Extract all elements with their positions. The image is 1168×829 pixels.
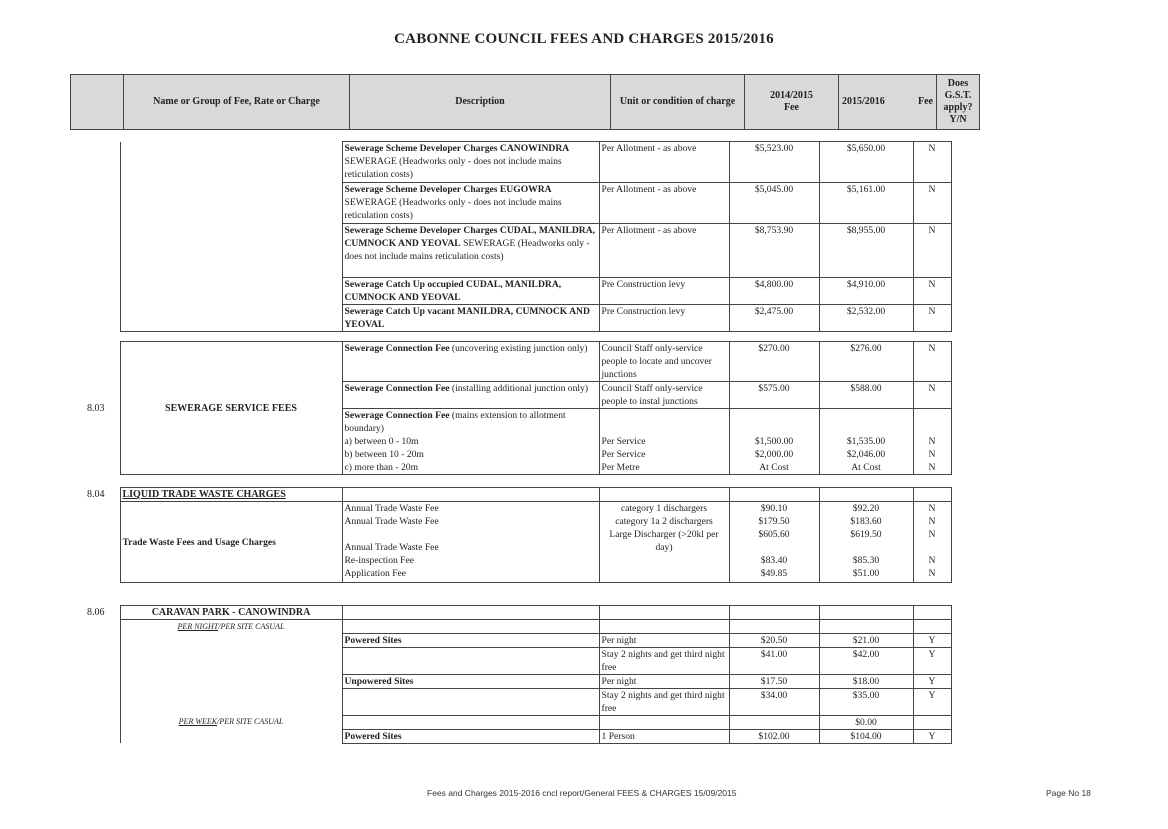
developer-charges-table xyxy=(71,141,952,332)
header-description: Description xyxy=(350,75,611,129)
header-fee-2014: 2014/2015 Fee xyxy=(745,75,839,129)
trade-waste-name: Trade Waste Fees and Usage Charges xyxy=(120,502,342,583)
table-row: Sewerage Catch Up occupied CUDAL, MANILDRA, CUMNOCK AND YEOVAL Pre Construction levy $4,800.00 $4,910.00 N xyxy=(71,278,951,305)
table-row: Sewerage Catch Up vacant MANILDRA, CUMNOCK AND YEOVAL Pre Construction levy $2,475.00 $2,532.00 N xyxy=(71,305,951,332)
header-fee-2015: 2015/2016 Fee xyxy=(839,75,937,129)
table-row: PER NIGHT/PER SITE CASUAL xyxy=(71,620,951,634)
table-row: Trade Waste Fees and Usage Charges Annual Trade Waste Fee Annual Trade Waste Fee Annual Trade Waste Fee Re-inspection Fee Application Fee category 1 dischargers category 1a 2 dischargers Large Discharger (>20kl per day) $90.10 $179.50 $605.60 $83.40 $49.85 $92.20 $183.60 $619.50 $85.30 $51.00 N N N N N xyxy=(71,502,951,583)
table-row: Powered Sites 1 Person $102.00 $104.00 Y xyxy=(71,729,951,743)
section-number: 8.06 xyxy=(87,606,105,618)
header-unit: Unit or condition of charge xyxy=(611,75,745,129)
sewerage-service-table xyxy=(71,341,952,475)
table-row: Sewerage Connection Fee (installing additional junction only) Council Staff only-service people to instal junctions $575.00 $588.00 N xyxy=(71,382,951,409)
table-row: Unpowered Sites Per night $17.50 $18.00 Y xyxy=(71,674,951,688)
header-blank xyxy=(71,75,124,129)
table-row: Sewerage Scheme Developer Charges CUDAL, MANILDRA, CUMNOCK AND YEOVAL SEWERAGE (Headworks only - does not include mains reticulation costs) Per Allotment - as above $8,753.90 $8,955.00 N xyxy=(71,224,951,278)
caravan-park-table xyxy=(71,605,952,744)
page-number: Page No 18 xyxy=(1046,788,1091,798)
table-row: Sewerage Scheme Developer Charges CANOWINDRA SEWERAGE (Headworks only - does not include mains reticulation costs) Per Allotment - as above $5,523.00 $5,650.00 N xyxy=(71,142,951,183)
table-row xyxy=(71,606,951,620)
section-heading: CARAVAN PARK - CANOWINDRA xyxy=(120,606,342,620)
table-header xyxy=(70,74,980,130)
table-row: Stay 2 nights and get third night free $34.00 $35.00 Y xyxy=(71,688,951,715)
section-name: SEWERAGE SERVICE FEES xyxy=(120,342,342,475)
trade-waste-table xyxy=(71,487,952,583)
section-number: 8.04 xyxy=(87,488,105,500)
table-row: Sewerage Scheme Developer Charges EUGOWRA SEWERAGE (Headworks only - does not include mains reticulation costs) Per Allotment - as above $5,045.00 $5,161.00 N xyxy=(71,183,951,224)
footer-path: Fees and Charges 2015-2016 cncl report/General FEES & CHARGES 15/09/2015 xyxy=(427,788,737,798)
table-row: Sewerage Connection Fee (mains extension to allotment boundary) a) between 0 - 10m b) between 10 - 20m c) more than - 20m Per Service Per Service Per Metre $1,500.00 $2,000.00 At Cost $1,535.00 $2,046.00 At Cost N N N xyxy=(71,409,951,475)
table-row xyxy=(71,488,951,502)
table-row: Powered Sites Per night $20.50 $21.00 Y xyxy=(71,633,951,647)
header-name: Name or Group of Fee, Rate or Charge xyxy=(124,75,350,129)
header-gst: Does G.S.T. apply? Y/N xyxy=(943,78,973,125)
table-row: 8.03 SEWERAGE SERVICE FEES Sewerage Connection Fee (uncovering existing junction only) Council Staff only-service people to locate and uncover junctions $270.00 $276.00 N xyxy=(71,342,951,382)
section-heading: LIQUID TRADE WASTE CHARGES xyxy=(120,488,342,502)
page-title: CABONNE COUNCIL FEES AND CHARGES 2015/2016 xyxy=(394,31,774,47)
table-row: Stay 2 nights and get third night free $41.00 $42.00 Y xyxy=(71,647,951,674)
section-number: 8.03 xyxy=(87,402,105,414)
table-row: PER WEEK/PER SITE CASUAL $0.00 xyxy=(71,715,951,729)
